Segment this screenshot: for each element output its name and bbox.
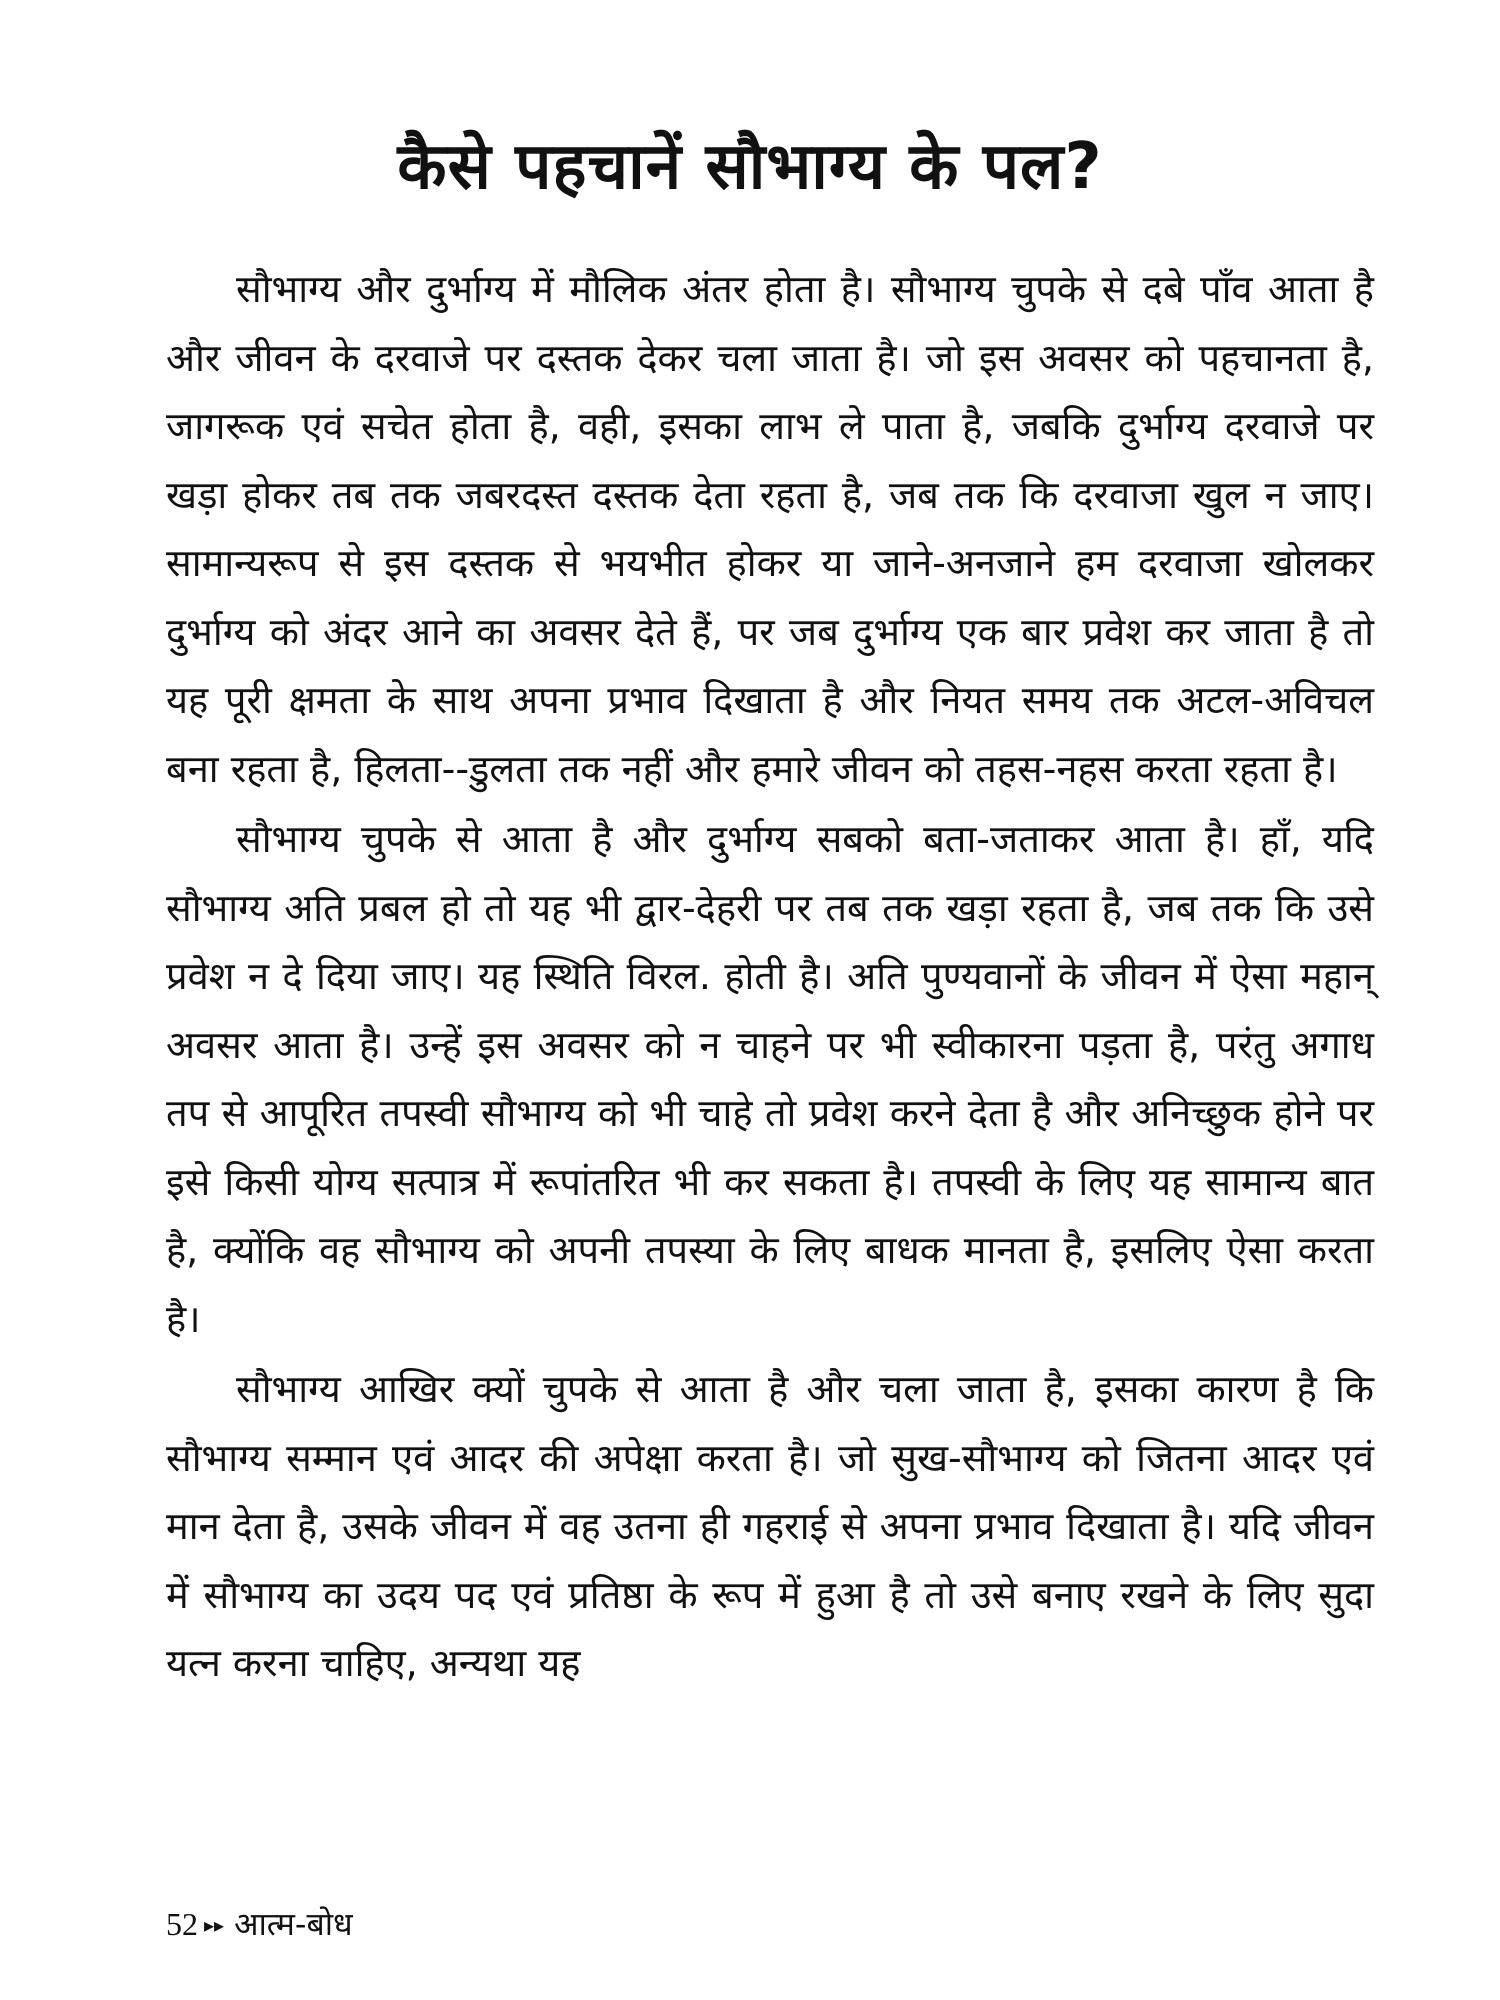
paragraph-3: सौभाग्य आखिर क्यों चुपके से आता है और चला जाता है, इसका कारण है कि सौभाग्य सम्मान एवं आदर की अपेक्षा करता है। जो सुख-सौभाग्य को जितना आदर एवं मान देता है, उसके जीवन में वह उतना ही गहराई से अपना प्रभाव दिखाता है। यदि जीवन में सौभाग्य का उदय पद एवं प्रतिष्ठा के रूप में हुआ है तो उसे बनाए रखने के लिए सुदा यत्न करना चाहिए, अन्यथा यह	[166, 1367, 1374, 1685]
page-footer	[166, 1902, 353, 1947]
page-number: 52	[166, 1906, 198, 1942]
double-arrow-icon: ▸▸	[204, 1913, 225, 1937]
paragraph-1: सौभाग्य और दुर्भाग्य में मौलिक अंतर होता है। सौभाग्य चुपके से दबे पाँव आता है और जीवन के दरवाजे पर दस्तक देकर चला जाता है। जो इस अवसर को पहचानता है, जागरूक एवं सचेत होता है, वही, इसका लाभ ले पाता है, जबकि दुर्भाग्य दरवाजे पर खड़ा होकर तब तक जबरदस्त दस्तक देता रहता है, जब तक कि दरवाजा खुल न जाए। सामान्यरूप से इस दस्तक से भयभीत होकर या जाने-अनजाने हम दरवाजा खोलकर दुर्भाग्य को अंदर आने का अवसर देते हैं, पर जब दुर्भाग्य एक बार प्रवेश कर जाता है तो यह पूरी क्षमता के साथ अपना प्रभाव दिखाता है और नियत समय तक अटल-अविचल बना रहता है, हिलता--डुलता तक नहीं और हमारे जीवन को तहस-नहस करता रहता है।	[166, 267, 1374, 791]
body-text	[166, 255, 1374, 1698]
book-title: आत्म-बोध	[234, 1905, 353, 1943]
chapter-title: कैसे पहचानें सौभाग्य के पल?	[397, 130, 1103, 204]
paragraph-2: सौभाग्य चुपके से आता है और दुर्भाग्य सबको बता-जताकर आता है। हाँ, यदि सौभाग्य अति प्रबल हो तो यह भी द्वार-देहरी पर तब तक खड़ा रहता है, जब तक कि उसे प्रवेश न दे दिया जाए। यह स्थिति विरल. होती है। अति पुण्यवानों के जीवन में ऐसा महान् अवसर आता है। उन्हें इस अवसर को न चाहने पर भी स्वीकारना पड़ता है, परंतु अगाध तप से आपूरित तपस्वी सौभाग्य को भी चाहे तो प्रवेश करने देता है और अनिच्छुक होने पर इसे किसी योग्य सत्पात्र में रूपांतरित भी कर सकता है। तपस्वी के लिए यह सामान्य बात है, क्योंकि वह सौभाग्य को अपनी तपस्या के लिए बाधक मानता है, इसलिए ऐसा करता है।	[166, 817, 1374, 1341]
